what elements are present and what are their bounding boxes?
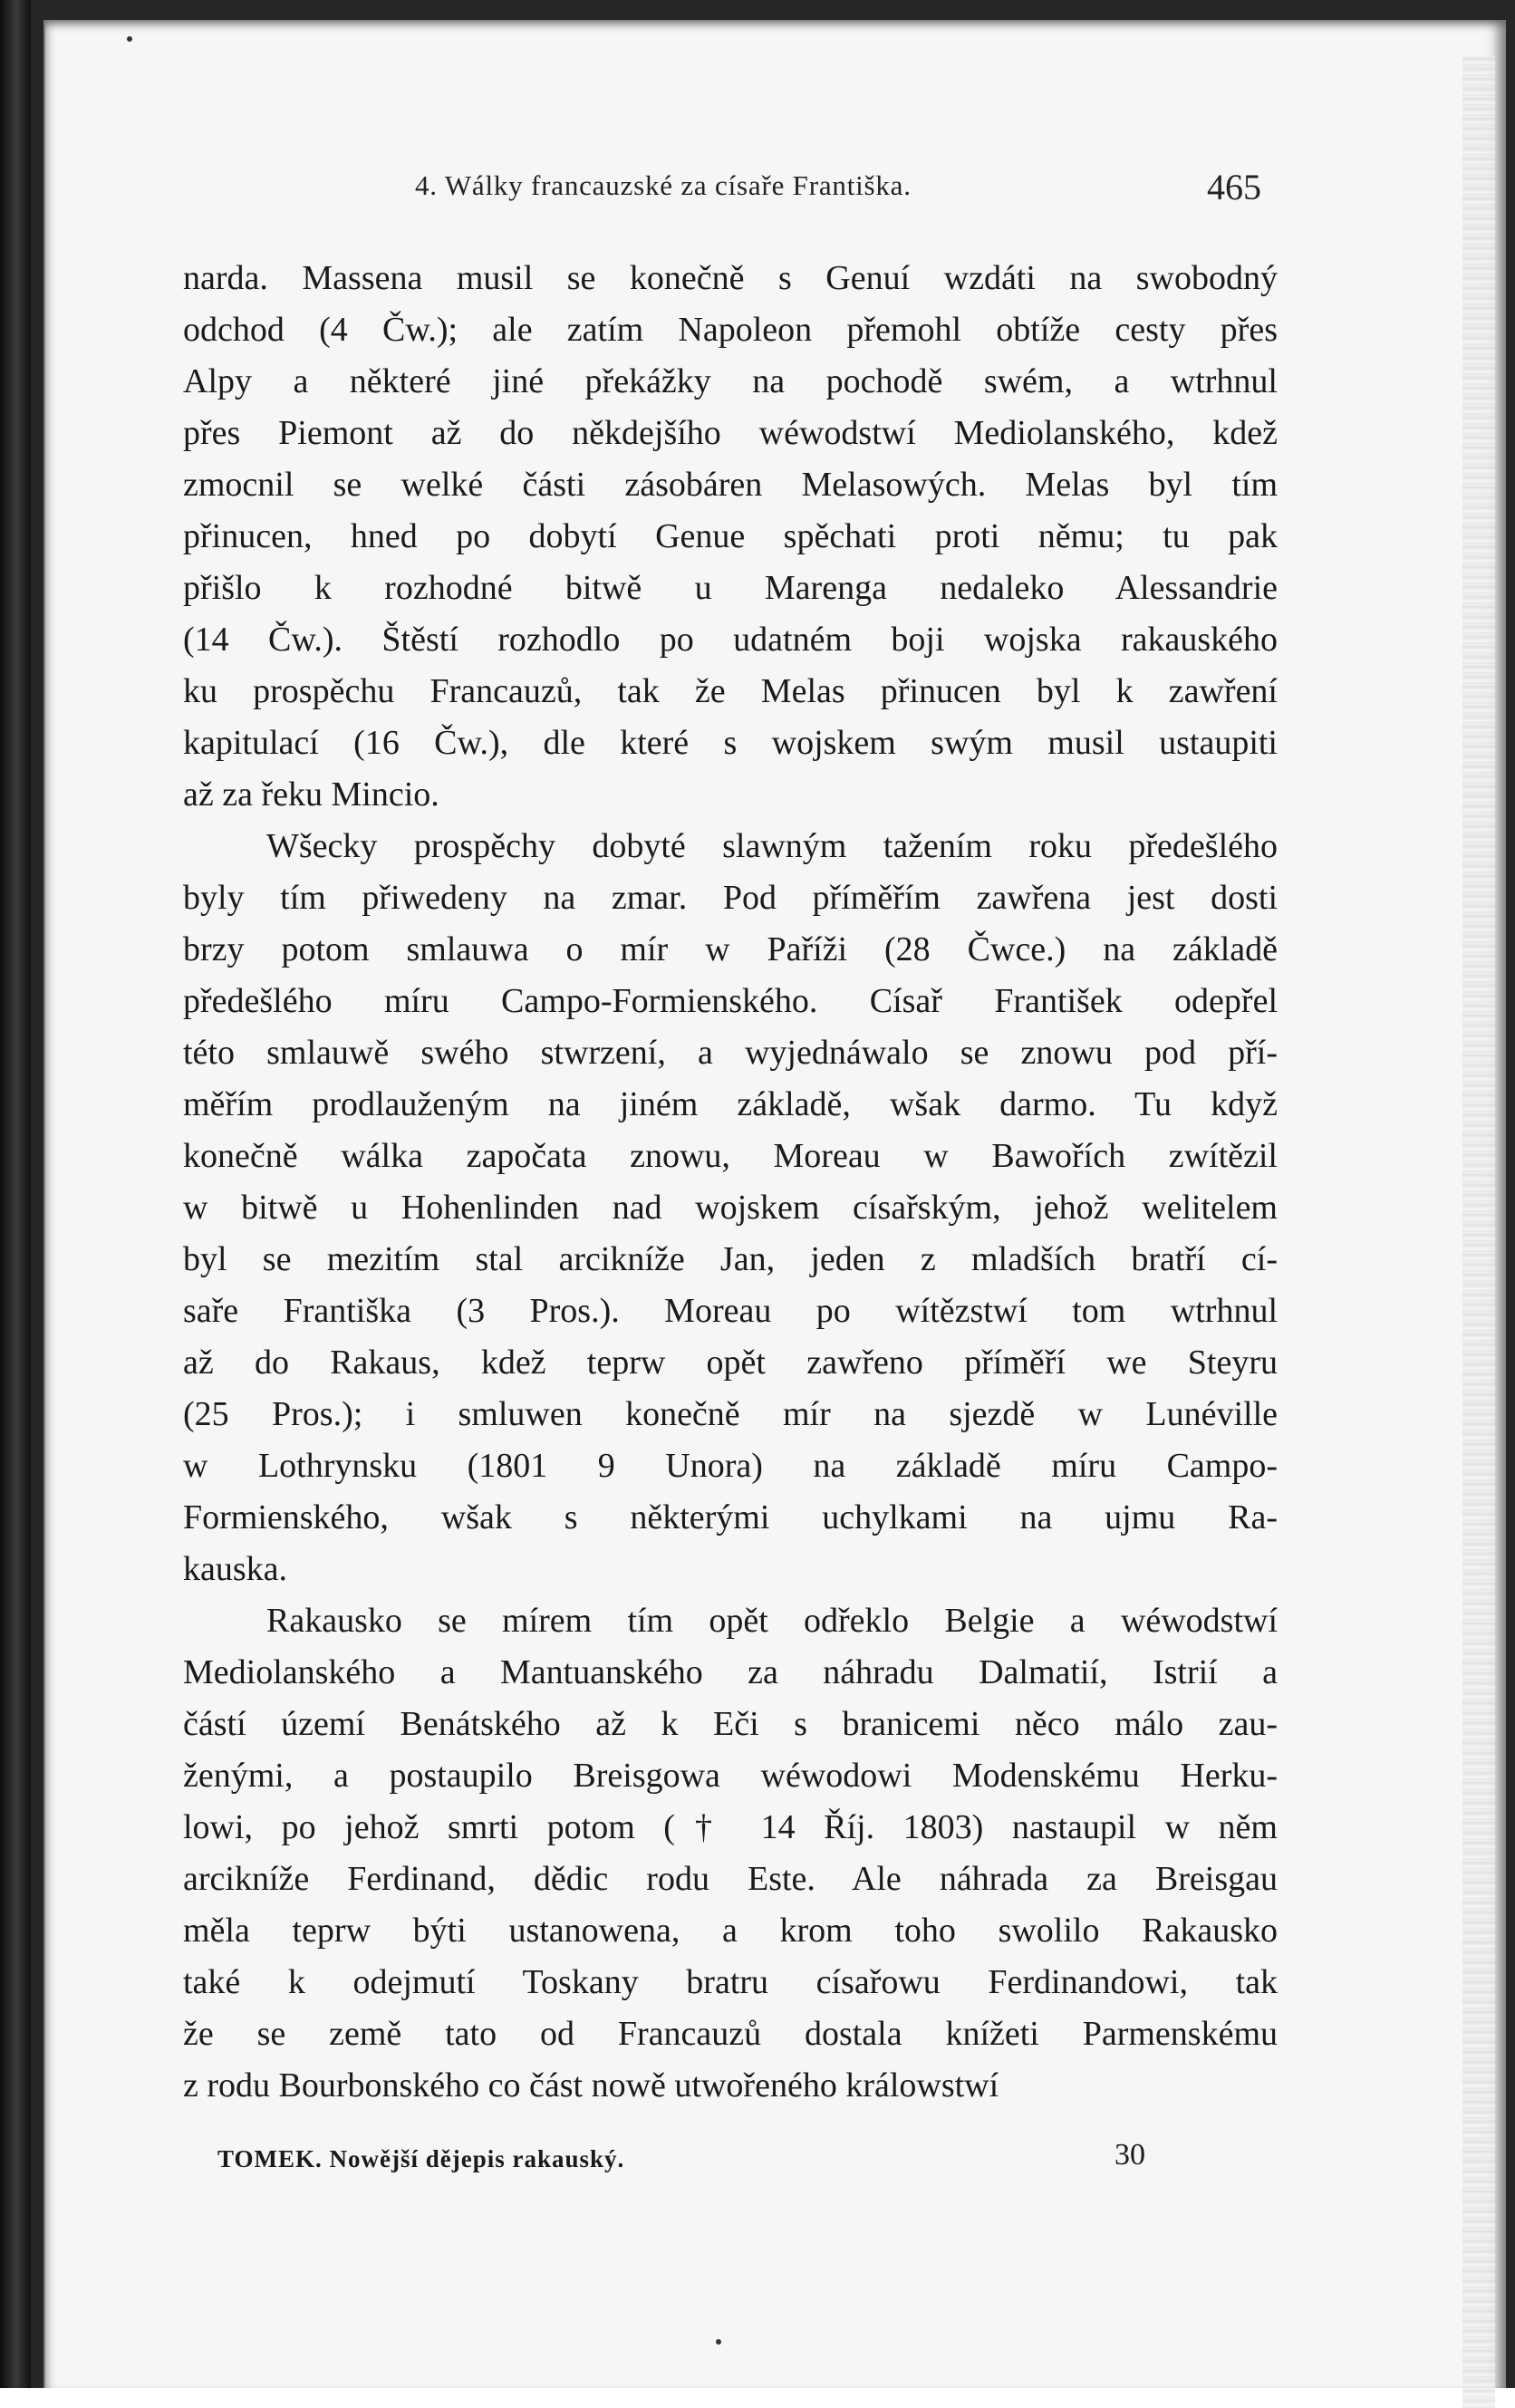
text-line: (25 Pros.); i smluwen konečně mír na sjezdě w Lunéville [183, 1395, 1278, 1433]
text-line: arcikníže Ferdinand, dědic rodu Este. Ale náhrada za Breisgau [183, 1860, 1278, 1898]
text-line: z rodu Bourbonského co část nowě utwořeného králowstwí [183, 2066, 999, 2105]
text-line: měřím prodlauženým na jiném základě, wšak darmo. Tu když [183, 1085, 1278, 1123]
page-footer [217, 2138, 1169, 2183]
text-line: až za řeku Mincio. [183, 775, 439, 814]
previous-page-edge [0, 0, 31, 2388]
text-line: Rakausko se mírem tím opět odřeklo Belgie a wéwodstwí [266, 1602, 1278, 1640]
text-line: byly tím přiwedeny na zmar. Pod příměřím zawřena jest dosti [183, 879, 1278, 917]
scan-speck [127, 36, 132, 42]
text-line: w Lothrynsku (1801 9 Unora) na základě míru Campo- [183, 1447, 1278, 1485]
text-line: kauska. [183, 1550, 288, 1588]
page-edge [1462, 56, 1495, 2408]
body-text [183, 253, 1278, 2112]
scan-speck [716, 2339, 721, 2345]
text-line: až do Rakaus, kdež teprw opět zawřeno příměří we Steyru [183, 1344, 1278, 1382]
text-line: že se země tato od Francauzů dostala knížeti Parmenskému [183, 2015, 1278, 2053]
sheet-number: 30 [1115, 2138, 1145, 2172]
text-line: přinucen, hned po dobytí Genue spěchati proti němu; tu pak [183, 517, 1278, 555]
text-line: konečně wálka započata znowu, Moreau w Bawořích zwítězil [183, 1137, 1278, 1175]
text-line: také k odejmutí Toskany bratru císařowu Ferdinandowi, tak [183, 1963, 1278, 2001]
text-line: ženými, a postaupilo Breisgowa wéwodowi Modenskému Herku- [183, 1757, 1278, 1795]
text-line: předešlého míru Campo-Formienského. Císař František odepřel [183, 982, 1278, 1020]
text-line: zmocnil se welké části zásobáren Melasowých. Melas byl tím [183, 466, 1278, 504]
footer-signature: TOMEK. Nowější dějepis rakauský. [217, 2145, 625, 2172]
text-line: Mediolanského a Mantuanského za náhradu Dalmatií, Istrií a [183, 1653, 1278, 1691]
text-line: (14 Čw.). Štěstí rozhodlo po udatném boji wojska rakauského [183, 621, 1278, 659]
page-number: 465 [1207, 167, 1261, 207]
text-line: narda. Massena musil se konečně s Genuí wzdáti na swobodný [183, 259, 1278, 297]
text-line: měla teprw býti ustanowena, a krom toho swolilo Rakausko [183, 1912, 1278, 1950]
text-line: ku prospěchu Francauzů, tak že Melas přinucen byl k zawření [183, 672, 1278, 710]
text-line: částí území Benátského až k Eči s branicemi něco málo zau- [183, 1705, 1278, 1743]
chapter-header: 4. Wálky francauzské za císaře Františka. [415, 169, 912, 201]
text-line: saře Františka (3 Pros.). Moreau po wítězstwí tom wtrhnul [183, 1292, 1278, 1330]
text-line: w bitwě u Hohenlinden nad wojskem císařským, jehož welitelem [183, 1189, 1278, 1227]
text-line: byl se mezitím stal arcikníže Jan, jeden z mladších bratří cí- [183, 1240, 1278, 1278]
text-line: kapitulací (16 Čw.), dle které s wojskem swým musil ustaupiti [183, 724, 1278, 762]
text-line: této smlauwě swého stwrzení, a wyjednáwalo se znowu pod pří- [183, 1034, 1278, 1072]
text-line: lowi, po jehož smrti potom († 14 Říj. 1803) nastaupil w něm [183, 1808, 1278, 1846]
text-line: odchod (4 Čw.); ale zatím Napoleon přemohl obtíže cesty přes [183, 311, 1278, 349]
running-head [181, 159, 1279, 213]
text-line: přes Piemont až do někdejšího wéwodstwí Mediolanského, kdež [183, 414, 1278, 452]
text-line: Wšecky prospěchy dobyté slawným tažením roku předešlého [266, 827, 1278, 865]
text-line: přišlo k rozhodné bitwě u Marenga nedaleko Alessandrie [183, 569, 1278, 607]
text-line: brzy potom smlauwa o mír w Paříži (28 Čwce.) na základě [183, 930, 1278, 968]
text-line: Alpy a některé jiné překážky na pochodě swém, a wtrhnul [183, 362, 1278, 400]
text-line: Formienského, wšak s některými uchylkami na ujmu Ra- [183, 1498, 1278, 1536]
